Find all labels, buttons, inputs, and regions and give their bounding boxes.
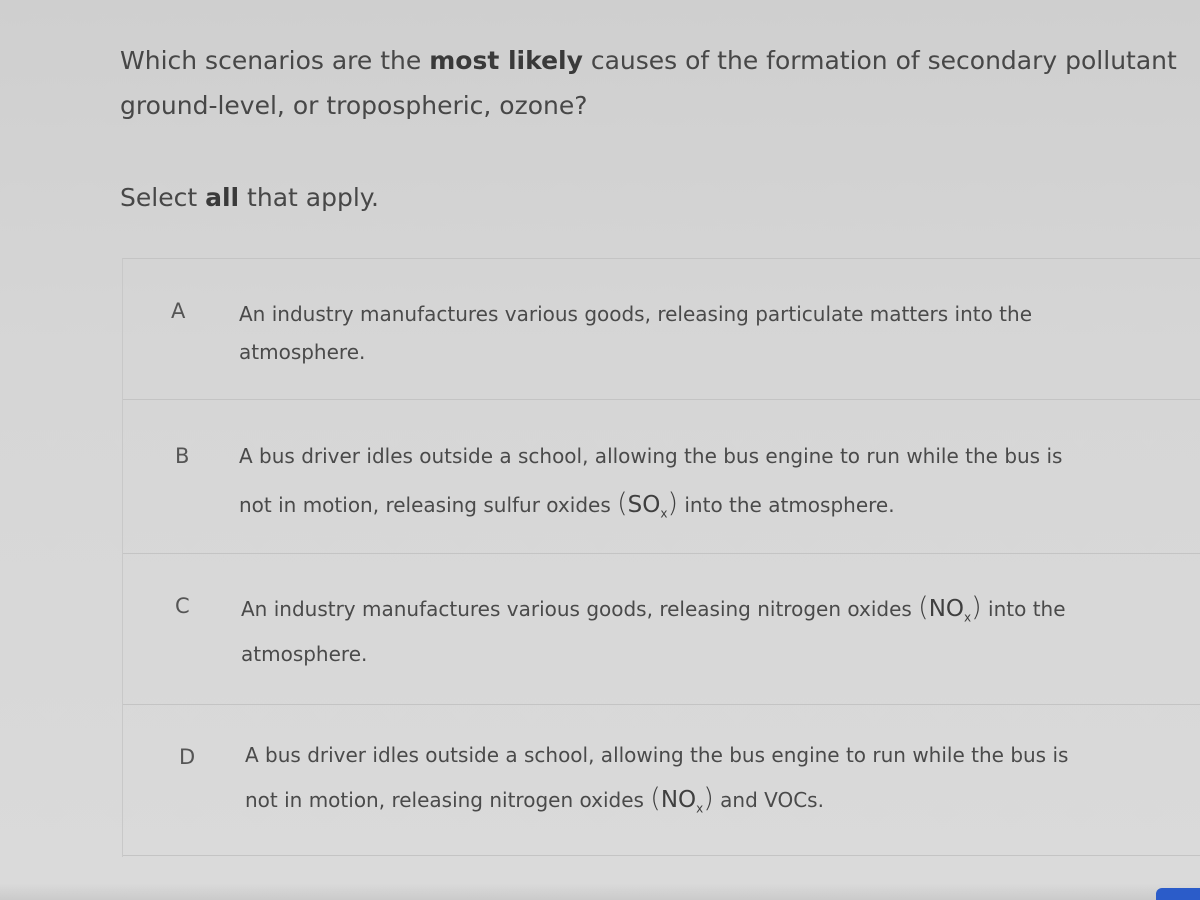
instruction-text [120, 178, 379, 218]
option-c-formula: $(NO_x)$ [918, 592, 982, 625]
question-post: causes of the formation of secondary pollutant ground-level, or tropospheric, ozone? [120, 46, 1177, 120]
option-c-formula-base: NO [928, 596, 965, 622]
instruction-pre: Select [120, 183, 206, 212]
option-c-line2: atmosphere. [241, 641, 368, 666]
question-text [120, 38, 1180, 128]
option-c-line1-pre: An industry manufactures various goods, releasing nitrogen oxides [241, 597, 919, 621]
option-b-formula-base: SO [627, 492, 661, 518]
next-button-edge[interactable] [1156, 888, 1200, 900]
option-b-line2-pre: not in motion, releasing sulfur oxides [239, 493, 618, 517]
option-c[interactable] [123, 554, 1200, 705]
option-c-text [241, 587, 1200, 675]
option-b-letter: B [175, 444, 190, 468]
option-a-line2: atmosphere. [239, 340, 366, 364]
option-c-line1 [241, 587, 1200, 639]
option-c-letter: C [175, 594, 190, 618]
option-b-line2-post: into the atmosphere. [678, 493, 895, 517]
option-b[interactable] [123, 400, 1200, 554]
option-d-line2-pre: not in motion, releasing nitrogen oxides [245, 788, 651, 812]
option-a[interactable] [123, 259, 1200, 400]
option-b-line1: A bus driver idles outside a school, allowing the bus engine to run while the bus is [239, 444, 1063, 468]
question-pre: Which scenarios are the [120, 46, 430, 75]
question-emphasis: most likely [429, 46, 583, 75]
option-d-letter: D [179, 745, 196, 769]
answer-options [122, 258, 1200, 857]
option-d-line2-post: and VOCs. [713, 788, 824, 812]
option-c-line1-post: into the [981, 597, 1066, 621]
instruction-post: that apply. [239, 183, 379, 212]
option-a-text [239, 293, 1189, 373]
option-d-formula-base: NO [660, 787, 697, 813]
instruction-emphasis: all [205, 183, 240, 212]
option-b-formula: $(SO_x)$ [617, 488, 679, 521]
option-d-formula-sub: x [696, 801, 704, 816]
option-d-line1: A bus driver idles outside a school, allowing the bus engine to run while the bus is [245, 743, 1069, 767]
option-d-formula: $(NO_x)$ [650, 783, 714, 816]
option-b-text [239, 435, 1189, 535]
option-d-text [245, 734, 1195, 830]
option-d-line2 [245, 778, 1195, 830]
option-c-formula-sub: x [964, 610, 972, 625]
option-b-formula-sub: x [660, 506, 668, 521]
option-b-line2 [239, 483, 1189, 535]
option-a-letter: A [171, 299, 186, 323]
option-a-line1: An industry manufactures various goods, releasing particulate matters into the [239, 302, 1033, 326]
bottom-edge [0, 884, 1200, 900]
option-d[interactable] [123, 705, 1200, 856]
